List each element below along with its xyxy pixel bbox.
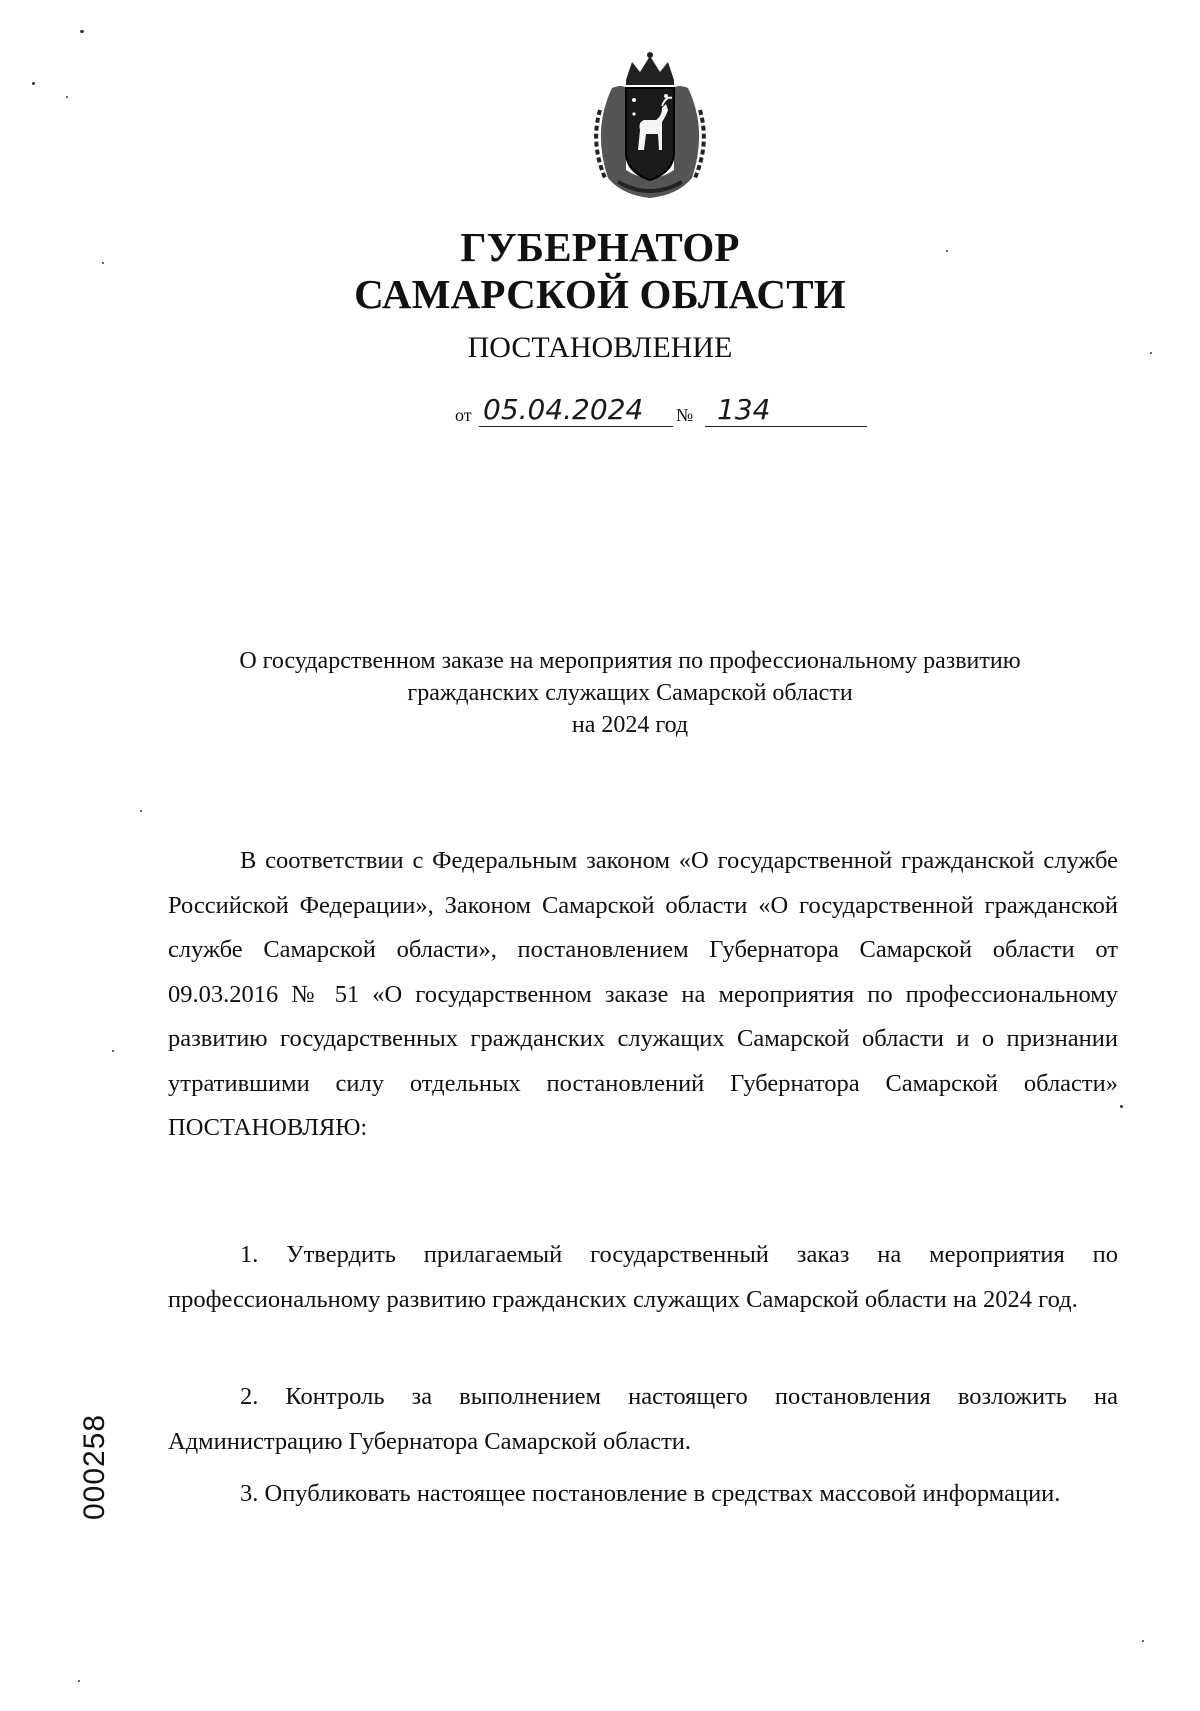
issuer-title-line2: САМАРСКОЙ ОБЛАСТИ	[354, 271, 846, 317]
scan-speck	[32, 82, 35, 85]
scan-speck	[112, 1050, 114, 1052]
preamble-text: В соответствии с Федеральным законом «О государственной гражданской службе Российской Федерации», Законом Самарской области «О государственной гражданской службе Самарской области», постановлением Губернатора Самарской области от 09.03.2016 № 51 «О государственном заказе на мероприятия по профессиональному развитию государственных гражданских служащих Самарской области и о признании утратившими силу отдельных постановлений Губернатора Самарской области» ПОСТАНОВЛЯЮ:	[168, 847, 1118, 1141]
document-type: ПОСТАНОВЛЕНИЕ	[467, 331, 733, 364]
scan-speck	[1150, 352, 1152, 354]
clause-2-text: 2. Контроль за выполнением настоящего постановления возложить на Администрацию Губернатора Самарской области.	[168, 1383, 1118, 1455]
clause-2	[168, 1375, 1118, 1464]
subject-line: О государственном заказе на мероприятия по профессиональному развитию	[239, 648, 1021, 674]
document-subject	[160, 645, 1100, 741]
date-field: 05.04.2024	[479, 394, 673, 427]
subject-line: на 2024 год	[571, 712, 689, 738]
scan-speck	[80, 30, 84, 33]
scan-speck	[946, 250, 948, 252]
scan-speck	[140, 810, 142, 812]
number-label: №	[676, 405, 694, 425]
date-number-line	[455, 392, 855, 432]
samara-coat-of-arms-icon	[582, 50, 718, 200]
issuer-title-line1: ГУБЕРНАТОР	[460, 224, 740, 270]
margin-serial-number: 000258	[78, 1413, 111, 1520]
number-field: 134	[705, 394, 867, 427]
scan-speck	[1120, 1105, 1123, 1108]
clause-3	[168, 1472, 1118, 1517]
scan-speck	[102, 262, 104, 264]
scan-speck	[78, 1680, 80, 1682]
date-label: от	[455, 405, 472, 425]
scan-speck	[1142, 1640, 1144, 1642]
scan-speck	[66, 96, 68, 98]
clause-3-text: 3. Опубликовать настоящее постановление в средствах массовой информации.	[240, 1480, 1061, 1507]
preamble-paragraph	[168, 839, 1118, 1151]
clause-1	[168, 1233, 1118, 1322]
clause-1-text: 1. Утвердить прилагаемый государственный заказ на мероприятия по профессиональному развитию гражданских служащих Самарской области на 2024 год.	[168, 1241, 1118, 1313]
subject-line: гражданских служащих Самарской области	[407, 680, 853, 706]
